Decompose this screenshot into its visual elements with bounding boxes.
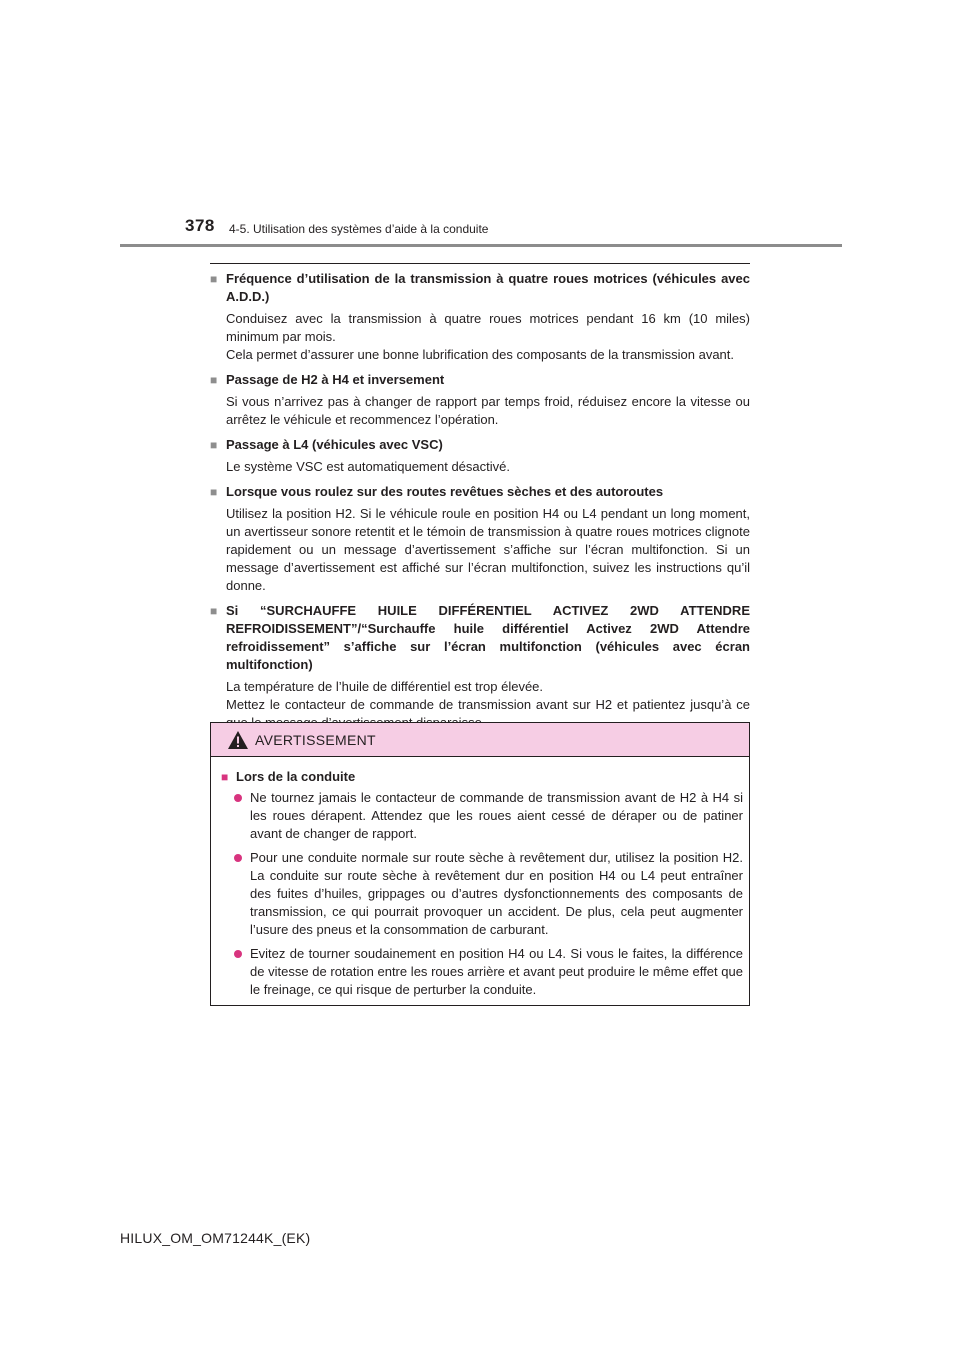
section-dry-roads: [210, 483, 750, 595]
main-content: [210, 263, 750, 739]
warning-item-text: Ne tournez jamais le contacteur de commande de transmission avant de H2 à H4 si les roues dérapent. Attendez que les roues aient cessé de déraper ou de patiner avant de changer de rapport.: [250, 790, 743, 841]
warning-header: [211, 723, 749, 757]
section-paragraph: Cela permet d’assurer une bonne lubrification des composants de la transmission avant.: [226, 347, 734, 362]
section-paragraph: La température de l’huile de différentiel est trop élevée.: [226, 679, 544, 694]
circle-bullet-icon: [234, 794, 242, 802]
section-title: Lorsque vous roulez sur des routes revêtues sèches et des autoroutes: [226, 484, 664, 499]
square-bullet-icon: ■: [210, 438, 218, 452]
warning-box: [210, 722, 750, 1006]
warning-label: AVERTISSEMENT: [255, 731, 376, 748]
chapter-title: 4-5. Utilisation des systèmes d’aide à la conduite: [229, 222, 489, 236]
section-paragraph: Si vous n’arrivez pas à changer de rapport par temps froid, réduisez encore la vitesse ou arrêtez le véhicule et recommencez l’opération.: [226, 394, 750, 427]
section-paragraph: Le système VSC est automatiquement désactivé.: [226, 459, 510, 474]
warning-item: [221, 849, 743, 939]
warning-item-text: Pour une conduite normale sur route sèche à revêtement dur, utilisez la position H2. La conduite sur route sèche à revêtement dur en position H4 ou L4 peut entraîner des fuites d’huiles, grippages ou d’autres dysfonctionnements des composants de transmission, ce qui pourrait provoquer un accident. De plus, cela peut augmenter l’usure des pneus et la consommation de carburant.: [250, 850, 743, 937]
circle-bullet-icon: [234, 950, 242, 958]
square-bullet-icon: ■: [221, 770, 229, 784]
section-paragraph: Mettez le contacteur de commande de transmission avant sur H2 et patientez jusqu’à ce: [226, 697, 750, 712]
square-bullet-icon: ■: [210, 272, 218, 286]
warning-item: [221, 945, 743, 999]
warning-triangle-icon: [227, 730, 249, 750]
square-bullet-icon: ■: [210, 604, 218, 618]
document-code: HILUX_OM_OM71244K_(EK): [120, 1230, 311, 1246]
section-l4-shift: [210, 436, 750, 476]
section-paragraph: Utilisez la position H2. Si le véhicule roule en position H4 ou L4 pendant un long moment, un avertisseur sonore retentit et le témoin de transmission à quatre roues motrices clignote rapidement ou un message d’avertissement s’affiche sur l’écran multifonction. Si un message d’avertissement est affiché sur l’écran multifonction, suivez les instructions qu’il donne.: [226, 506, 750, 593]
section-title: Si “SURCHAUFFE HUILE DIFFÉRENTIEL ACTIVEZ 2WD ATTENDRE REFROIDISSEMENT”/“Surchauffe huile différentiel Activez 2WD Attendre refroidissement” s’affiche sur l’écran multifonction (véhicules avec écran multifonction): [226, 603, 750, 672]
warning-section-title: Lors de la conduite: [236, 769, 356, 784]
header-divider: [120, 244, 842, 247]
circle-bullet-icon: [234, 854, 242, 862]
page-number: 378: [185, 216, 215, 235]
square-bullet-icon: ■: [210, 485, 218, 499]
square-bullet-icon: ■: [210, 373, 218, 387]
section-differential-overheat: [210, 602, 750, 732]
section-title: Passage de H2 à H4 et inversement: [226, 372, 445, 387]
section-title: Passage à L4 (véhicules avec VSC): [226, 437, 443, 452]
section-divider: [210, 263, 750, 264]
warning-item-text: Evitez de tourner soudainement en position H4 ou L4. Si vous le faites, la différence de vitesse de rotation entre les roues arrière et avant peut produire le même effet que le freinage, ce qui risque de perturber la conduite.: [250, 946, 743, 997]
section-4wd-frequency: [210, 270, 750, 364]
section-h2-h4-shift: [210, 371, 750, 429]
warning-item: [221, 789, 743, 843]
section-title: Fréquence d’utilisation de la transmission à quatre roues motrices (véhicules avec A.D.D.): [226, 271, 750, 304]
section-paragraph: Conduisez avec la transmission à quatre roues motrices pendant 16 km (10 miles) minimum par mois.: [226, 311, 750, 344]
